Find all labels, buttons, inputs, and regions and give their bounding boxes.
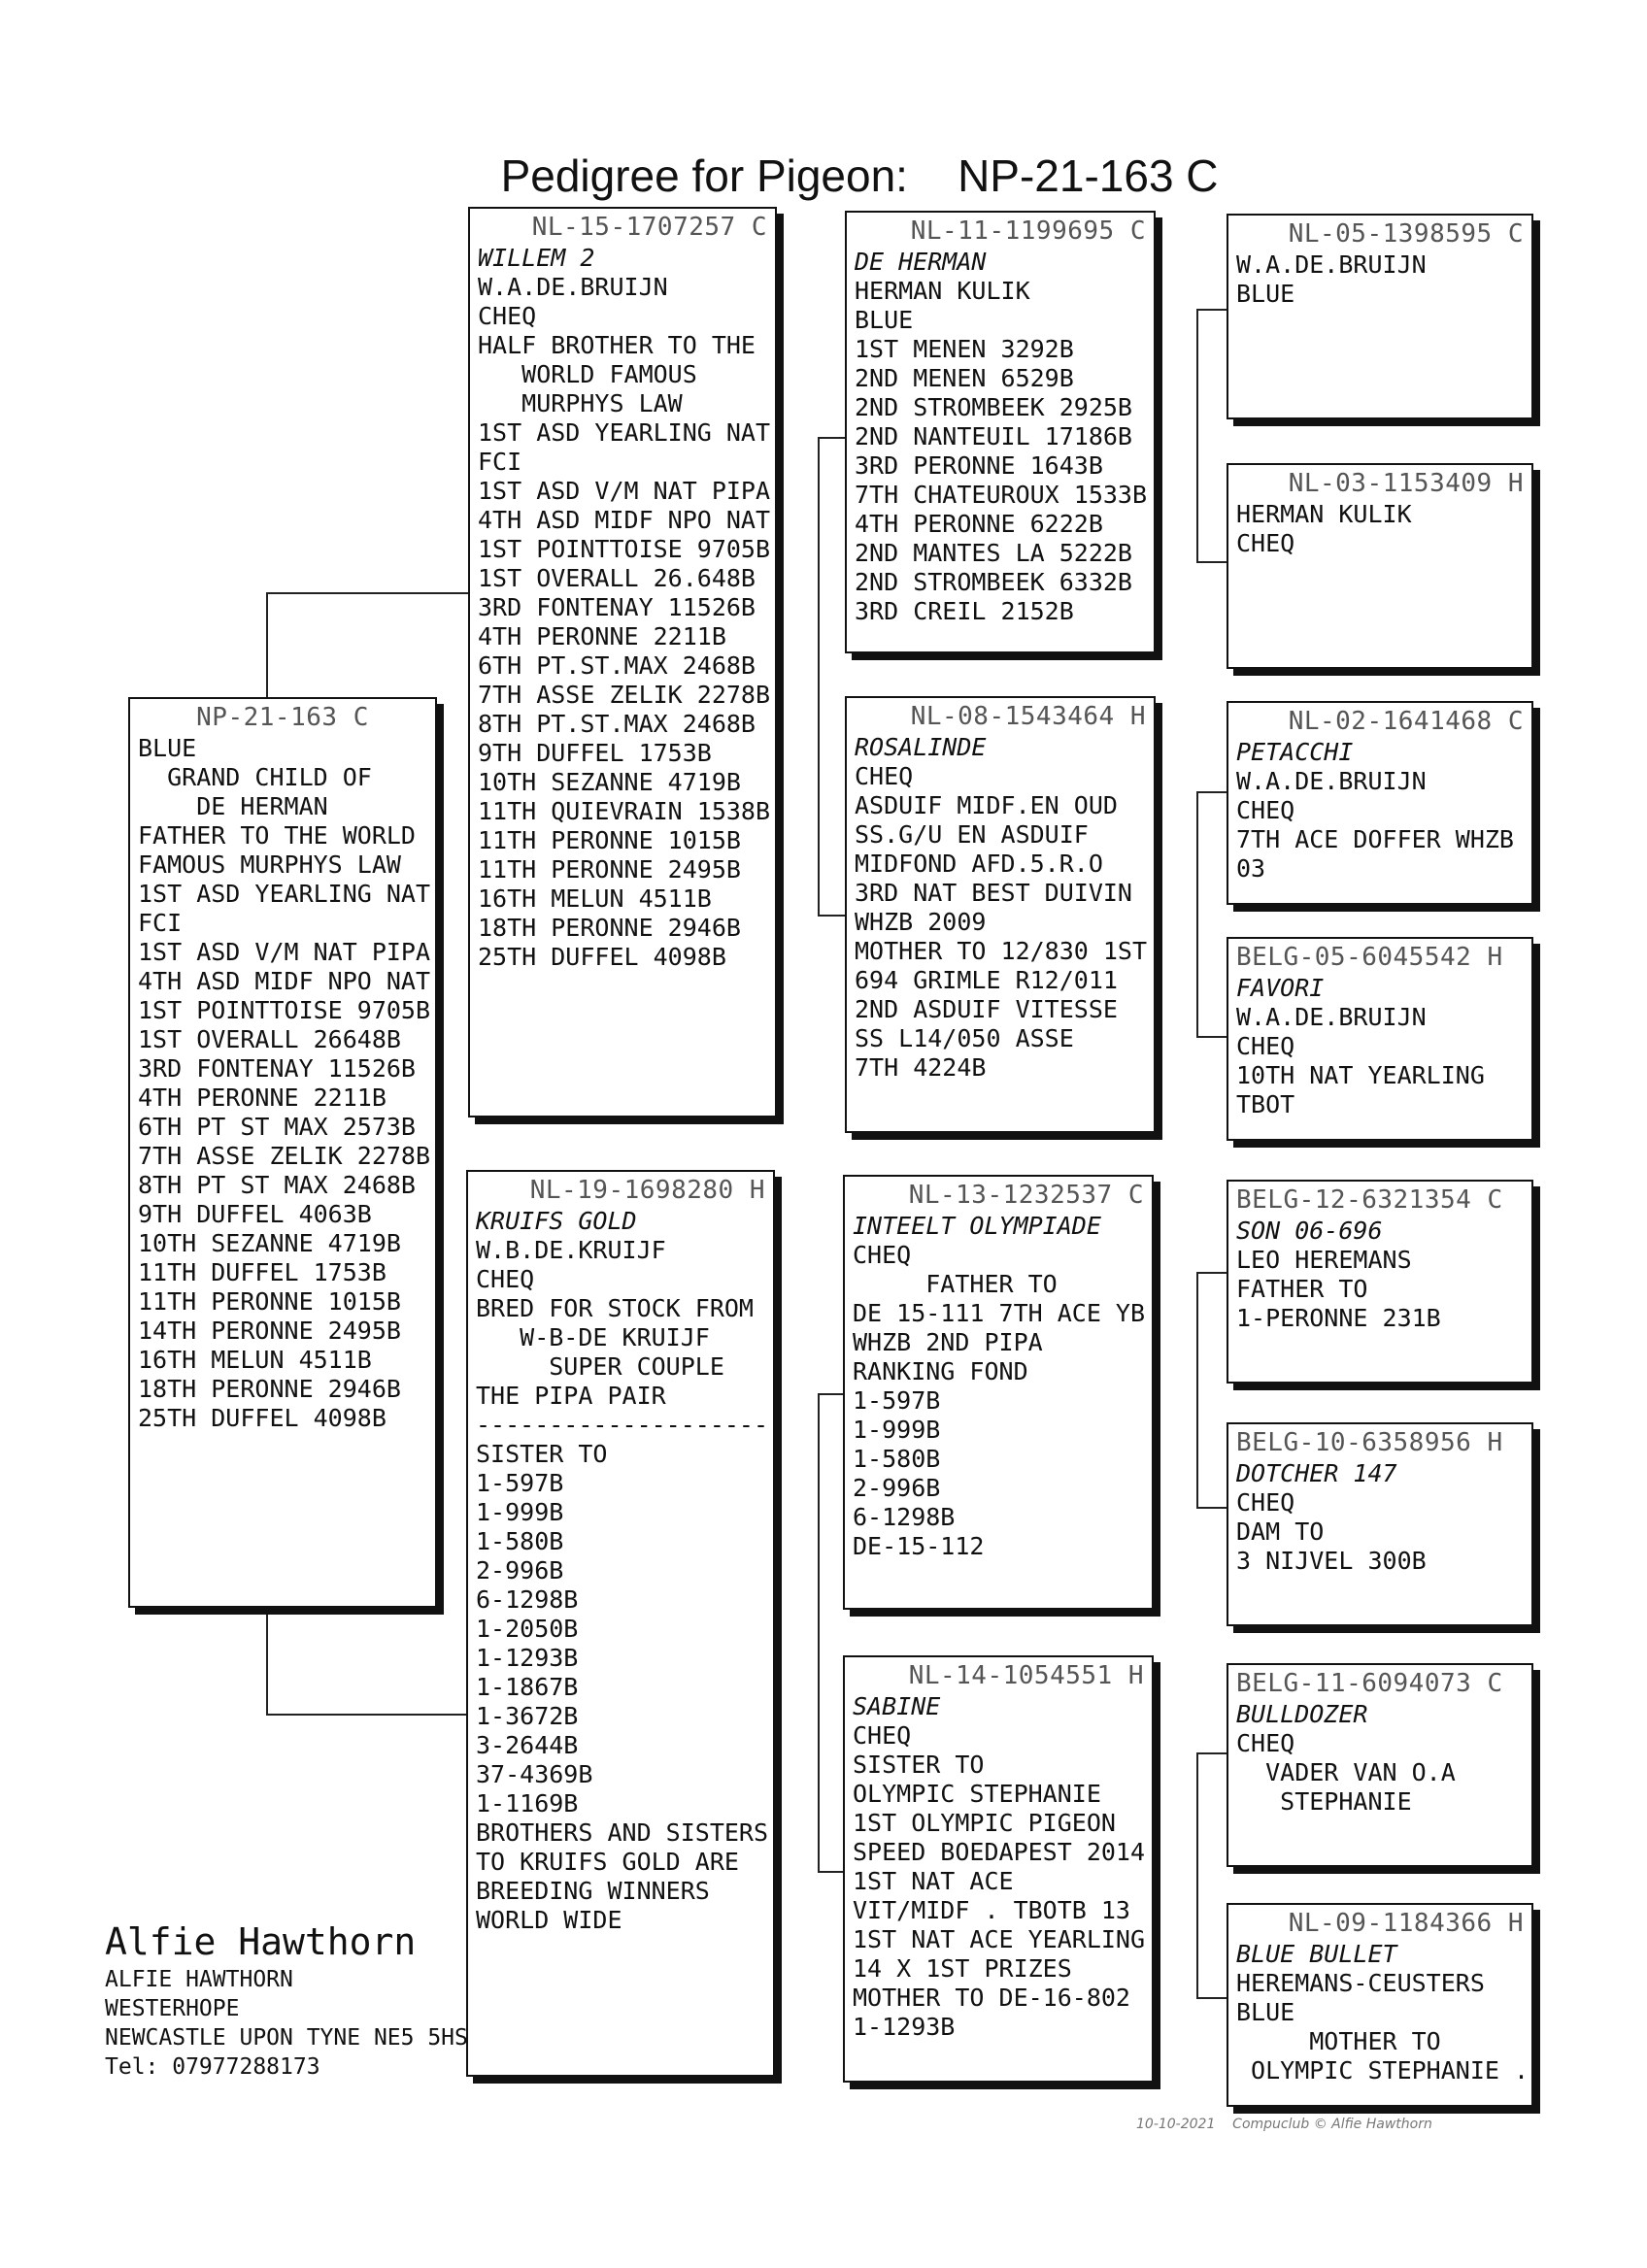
sss-ring: NL-05-1398595 C: [1288, 219, 1524, 249]
dd-line: SISTER TO: [853, 1751, 985, 1779]
ssd-ring: NL-03-1153409 H: [1288, 469, 1524, 498]
breeder-line: ALFIE HAWTHORN: [105, 1967, 293, 1992]
dsd-ring: BELG-10-6358956 H: [1236, 1428, 1503, 1457]
sd-name: ROSALINDE: [855, 733, 987, 761]
ddd-line: BLUE: [1236, 1998, 1295, 2026]
subject-line: 18TH PERONNE 2946B: [138, 1375, 401, 1403]
subject-line: 1ST OVERALL 26648B: [138, 1025, 401, 1053]
subject-line: FAMOUS MURPHYS LAW: [138, 850, 401, 879]
sire-name: WILLEM 2: [478, 244, 595, 272]
dds-line: STEPHANIE: [1236, 1787, 1412, 1816]
sds-line: 03: [1236, 854, 1266, 883]
dd-box: [843, 1655, 1154, 2083]
sd-line: 3RD NAT BEST DUIVIN: [855, 879, 1132, 907]
subject-line: 1ST ASD V/M NAT PIPA: [138, 938, 431, 966]
dd-name: SABINE: [853, 1692, 941, 1720]
subject-line: GRAND CHILD OF: [138, 763, 372, 791]
sire-box: [468, 207, 777, 1117]
sdd-ring: BELG-05-6045542 H: [1236, 943, 1503, 972]
ds-line: DE 15-111 7TH ACE YB: [853, 1299, 1146, 1327]
ss-line: 2ND MANTES LA 5222B: [855, 539, 1132, 567]
ds-line: 2-996B: [853, 1474, 941, 1502]
sd-box: [845, 696, 1156, 1133]
ss-line: 2ND NANTEUIL 17186B: [855, 422, 1132, 450]
subject-line: 3RD FONTENAY 11526B: [138, 1054, 416, 1083]
sire-line: 11TH PERONNE 1015B: [478, 826, 741, 854]
sire-line: 1ST ASD YEARLING NAT: [478, 418, 771, 447]
dam-line: 37-4369B: [476, 1760, 593, 1788]
dss-box: [1227, 1180, 1533, 1384]
sdd-line: W.A.DE.BRUIJN: [1236, 1003, 1427, 1031]
sd-line: CHEQ: [855, 762, 914, 790]
subject-line: 8TH PT ST MAX 2468B: [138, 1171, 416, 1199]
subject-line: 11TH DUFFEL 1753B: [138, 1258, 387, 1286]
sd-line: MOTHER TO 12/830 1ST: [855, 937, 1148, 965]
sire-line: 18TH PERONNE 2946B: [478, 914, 741, 942]
sire-line: 7TH ASSE ZELIK 2278B: [478, 681, 771, 709]
subject-line: 6TH PT ST MAX 2573B: [138, 1113, 416, 1141]
ddd-ring: NL-09-1184366 H: [1288, 1909, 1524, 1938]
sire-line: 4TH PERONNE 2211B: [478, 622, 726, 650]
page-title: [476, 97, 1219, 202]
sdd-line: 10TH NAT YEARLING: [1236, 1061, 1485, 1089]
sire-line: 16TH MELUN 4511B: [478, 884, 712, 913]
subject-line: 1ST POINTTOISE 9705B: [138, 996, 431, 1024]
dam-line: BROTHERS AND SISTERS: [476, 1818, 769, 1847]
dss-name: SON 06-696: [1236, 1217, 1383, 1245]
dsd-box: [1227, 1422, 1533, 1626]
ds-line: RANKING FOND: [853, 1357, 1028, 1385]
ds-ring: NL-13-1232537 C: [908, 1181, 1144, 1210]
sd-line: 7TH 4224B: [855, 1053, 987, 1082]
sds-line: CHEQ: [1236, 796, 1295, 824]
subject-line: 4TH PERONNE 2211B: [138, 1084, 387, 1112]
dd-line: 1ST NAT ACE YEARLING: [853, 1925, 1146, 1953]
sds-name: PETACCHI: [1236, 738, 1354, 766]
dam-line: 1-999B: [476, 1498, 564, 1526]
connector-ss-parents: [1196, 309, 1227, 563]
dam-line: THE PIPA PAIR: [476, 1382, 666, 1410]
sd-ring: NL-08-1543464 H: [910, 702, 1146, 731]
ss-line: HERMAN KULIK: [855, 277, 1030, 305]
sire-line: 1ST POINTTOISE 9705B: [478, 535, 771, 563]
dd-line: SPEED BOEDAPEST 2014: [853, 1838, 1146, 1866]
ddd-line: OLYMPIC STEPHANIE .: [1236, 2056, 1529, 2085]
subject-line: FATHER TO THE WORLD: [138, 821, 416, 850]
subject-line: 4TH ASD MIDF NPO NAT: [138, 967, 431, 995]
sire-line: 4TH ASD MIDF NPO NAT: [478, 506, 771, 534]
dd-line: 1ST OLYMPIC PIGEON: [853, 1809, 1116, 1837]
sd-line: SS.G/U EN ASDUIF: [855, 820, 1089, 849]
dam-line: 1-1867B: [476, 1673, 579, 1701]
dam-box: [466, 1170, 775, 2077]
dd-line: MOTHER TO DE-16-802: [853, 1984, 1130, 2012]
ss-ring: NL-11-1199695 C: [910, 217, 1146, 246]
dam-line: TO KRUIFS GOLD ARE: [476, 1848, 739, 1876]
sire-line: 11TH PERONNE 2495B: [478, 855, 741, 884]
ss-line: 2ND STROMBEEK 2925B: [855, 393, 1132, 421]
ds-line: DE-15-112: [853, 1532, 985, 1560]
ssd-line: HERMAN KULIK: [1236, 500, 1412, 528]
sire-line: WORLD FAMOUS: [478, 360, 697, 388]
dss-line: LEO HEREMANS: [1236, 1246, 1412, 1274]
breeder-line: NEWCASTLE UPON TYNE NE5 5HS: [105, 2025, 468, 2051]
connector-ds-parents: [1196, 1272, 1227, 1509]
ds-line: CHEQ: [853, 1241, 912, 1269]
connector-dd-parents: [1196, 1752, 1227, 1999]
dam-line: 2-996B: [476, 1556, 564, 1584]
sds-box: [1227, 701, 1533, 905]
sire-line: W.A.DE.BRUIJN: [478, 273, 668, 301]
subject-line: BLUE: [138, 734, 197, 762]
dds-ring: BELG-11-6094073 C: [1236, 1669, 1503, 1698]
dam-line: 6-1298B: [476, 1585, 579, 1614]
sire-line: FCI: [478, 448, 522, 476]
sds-line: 7TH ACE DOFFER WHZB: [1236, 825, 1514, 853]
ss-line: 2ND STROMBEEK 6332B: [855, 568, 1132, 596]
sire-line: 3RD FONTENAY 11526B: [478, 593, 756, 621]
ss-line: BLUE: [855, 306, 914, 334]
ddd-name: BLUE BULLET: [1236, 1940, 1397, 1968]
ddd-box: [1227, 1903, 1533, 2107]
sire-line: 8TH PT.ST.MAX 2468B: [478, 710, 756, 738]
subject-line: DE HERMAN: [138, 792, 328, 820]
ss-line: 3RD CREIL 2152B: [855, 597, 1074, 625]
dam-line: 3-2644B: [476, 1731, 579, 1759]
ss-line: 7TH CHATEUROUX 1533B: [855, 481, 1148, 509]
dam-name: KRUIFS GOLD: [476, 1207, 637, 1235]
dam-line: 1-2050B: [476, 1615, 579, 1643]
subject-line: 16TH MELUN 4511B: [138, 1346, 372, 1374]
connector-sd-parents: [1196, 791, 1227, 1038]
dam-line: 1-597B: [476, 1469, 564, 1497]
dam-line: --------------------: [476, 1411, 769, 1439]
subject-line: 14TH PERONNE 2495B: [138, 1317, 401, 1345]
subject-box: [128, 697, 437, 1608]
breeder-line: Tel: 07977288173: [105, 2054, 320, 2080]
sds-line: W.A.DE.BRUIJN: [1236, 767, 1427, 795]
title-ring: NP-21-163 C: [958, 150, 1219, 201]
sire-line: 10TH SEZANNE 4719B: [478, 768, 741, 796]
subject-line: 7TH ASSE ZELIK 2278B: [138, 1142, 431, 1170]
subject-line: 25TH DUFFEL 4098B: [138, 1404, 387, 1432]
sdd-name: FAVORI: [1236, 974, 1325, 1002]
dam-line: SISTER TO: [476, 1440, 608, 1468]
ddd-line: HEREMANS-CEUSTERS: [1236, 1969, 1485, 1997]
dd-line: 14 X 1ST PRIZES: [853, 1954, 1072, 1983]
ds-line: FATHER TO: [853, 1270, 1058, 1298]
sdd-box: [1227, 937, 1533, 1141]
subject-line: FCI: [138, 909, 183, 937]
sdd-line: CHEQ: [1236, 1032, 1295, 1060]
ss-name: DE HERMAN: [855, 248, 987, 276]
ss-box: [845, 211, 1156, 653]
subject-line: 9TH DUFFEL 4063B: [138, 1200, 372, 1228]
connector-subject-sire: [266, 592, 472, 701]
ddd-line: MOTHER TO: [1236, 2027, 1441, 2055]
ds-line: 1-999B: [853, 1416, 941, 1444]
dam-line: BREEDING WINNERS: [476, 1877, 710, 1905]
sire-line: 6TH PT.ST.MAX 2468B: [478, 651, 756, 680]
dd-line: CHEQ: [853, 1721, 912, 1750]
sss-line: BLUE: [1236, 280, 1295, 308]
dsd-name: DOTCHER 147: [1236, 1459, 1397, 1487]
dam-line: 1-3672B: [476, 1702, 579, 1730]
subject-ring: NP-21-163 C: [196, 703, 369, 732]
ds-name: INTEELT OLYMPIADE: [853, 1212, 1101, 1240]
title-label: Pedigree for Pigeon:: [500, 150, 908, 201]
ss-line: 4TH PERONNE 6222B: [855, 510, 1103, 538]
sss-box: [1227, 214, 1533, 419]
dds-box: [1227, 1663, 1533, 1867]
dam-line: 1-580B: [476, 1527, 564, 1555]
dam-line: CHEQ: [476, 1265, 535, 1293]
sire-line: 25TH DUFFEL 4098B: [478, 943, 726, 971]
dam-ring: NL-19-1698280 H: [529, 1176, 765, 1205]
ss-line: 2ND MENEN 6529B: [855, 364, 1074, 392]
dss-line: 1-PERONNE 231B: [1236, 1304, 1441, 1332]
ssd-line: CHEQ: [1236, 529, 1295, 557]
ds-line: 1-580B: [853, 1445, 941, 1473]
software-stamp: 10-10-2021 Compuclub © Alfie Hawthorn: [1136, 2117, 1432, 2132]
ds-box: [843, 1175, 1154, 1610]
dd-line: 1ST NAT ACE: [853, 1867, 1014, 1895]
dsd-line: 3 NIJVEL 300B: [1236, 1547, 1427, 1575]
sd-line: WHZB 2009: [855, 908, 987, 936]
connector-subject-dam: [266, 1607, 472, 1716]
dam-line: W.B.DE.KRUIJF: [476, 1236, 666, 1264]
dd-line: VIT/MIDF . TBOTB 13: [853, 1896, 1130, 1924]
sire-line: HALF BROTHER TO THE: [478, 331, 756, 359]
breeder-brand: Alfie Hawthorn: [105, 1920, 417, 1963]
sd-line: MIDFOND AFD.5.R.O: [855, 850, 1103, 878]
sire-line: 1ST ASD V/M NAT PIPA: [478, 477, 771, 505]
sd-line: 2ND ASDUIF VITESSE: [855, 995, 1118, 1023]
dam-line: 1-1293B: [476, 1644, 579, 1672]
sd-line: SS L14/050 ASSE: [855, 1024, 1074, 1052]
sire-ring: NL-15-1707257 C: [531, 213, 767, 242]
sdd-line: TBOT: [1236, 1090, 1295, 1118]
sds-ring: NL-02-1641468 C: [1288, 707, 1524, 736]
ds-line: 6-1298B: [853, 1503, 956, 1531]
dd-line: OLYMPIC STEPHANIE: [853, 1780, 1101, 1808]
dd-ring: NL-14-1054551 H: [908, 1661, 1144, 1690]
ds-line: WHZB 2ND PIPA: [853, 1328, 1043, 1356]
sire-line: 11TH QUIEVRAIN 1538B: [478, 797, 771, 825]
dss-ring: BELG-12-6321354 C: [1236, 1185, 1503, 1215]
sire-line: CHEQ: [478, 302, 537, 330]
sire-line: MURPHYS LAW: [478, 389, 683, 417]
sire-line: 9TH DUFFEL 1753B: [478, 739, 712, 767]
dd-line: 1-1293B: [853, 2013, 956, 2041]
subject-line: 11TH PERONNE 1015B: [138, 1287, 401, 1316]
dds-name: BULLDOZER: [1236, 1700, 1368, 1728]
ss-line: 1ST MENEN 3292B: [855, 335, 1074, 363]
sss-line: W.A.DE.BRUIJN: [1236, 250, 1427, 279]
dam-line: WORLD WIDE: [476, 1906, 622, 1934]
dsd-line: CHEQ: [1236, 1488, 1295, 1517]
dam-line: SUPER COUPLE: [476, 1352, 724, 1381]
subject-line: 10TH SEZANNE 4719B: [138, 1229, 401, 1257]
ss-line: 3RD PERONNE 1643B: [855, 451, 1103, 480]
dam-line: W-B-DE KRUIJF: [476, 1323, 710, 1351]
dsd-line: DAM TO: [1236, 1518, 1325, 1546]
dss-line: FATHER TO: [1236, 1275, 1368, 1303]
breeder-line: WESTERHOPE: [105, 1996, 240, 2021]
dam-line: BRED FOR STOCK FROM: [476, 1294, 754, 1322]
dds-line: VADER VAN O.A: [1236, 1758, 1456, 1786]
ds-line: 1-597B: [853, 1386, 941, 1415]
dam-line: 1-1169B: [476, 1789, 579, 1818]
sd-line: 694 GRIMLE R12/011: [855, 966, 1118, 994]
ssd-box: [1227, 463, 1533, 669]
sd-line: ASDUIF MIDF.EN OUD: [855, 791, 1118, 819]
sire-line: 1ST OVERALL 26.648B: [478, 564, 756, 592]
subject-line: 1ST ASD YEARLING NAT: [138, 880, 431, 908]
dds-line: CHEQ: [1236, 1729, 1295, 1757]
